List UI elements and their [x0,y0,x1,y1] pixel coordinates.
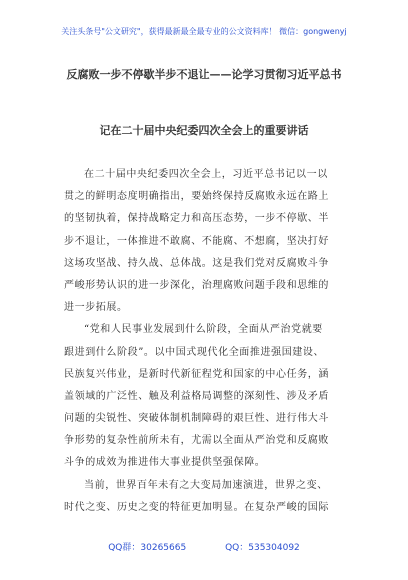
body-line: 斗争的成效为推进伟大事业提供坚强保障。 [64,457,266,469]
article-body [64,164,350,519]
body-line: 步不退让，一体推进不敢腐、不能腐、不想腐，坚决打好 [64,235,329,247]
body-line: 的坚韧执着，保持战略定力和高压态势，一步不停歇、半 [64,213,329,225]
body-line: 跟进到什么阶段”。以中国式现代化全面推进强国建设、 [64,346,325,358]
article-title: 反腐败一步不停歇半步不退让——论学习贯彻习近平总书 [66,68,342,81]
body-line: 贯之的鲜明态度明确指出，要始终保持反腐败永远在路上 [64,191,329,203]
body-line: 严峻形势认识的进一步深化，治理腐败问题手段和思维的 [64,279,329,291]
body-line: 在二十届中央纪委四次全会上，习近平总书记以一以 [84,169,328,180]
body-line: 这场攻坚战、持久战、总体战。这是我们党对反腐败斗争 [64,257,329,269]
body-line: 问题的尖锐性、突破体制机制障碍的艰巨性、进行伟大斗 [64,413,329,425]
qq-number: QQ：535304092 [225,543,300,553]
body-line: 民族复兴伟业，是新时代新征程党和国家的中心任务，涵 [64,368,329,380]
promo-header: 关注头条号"公文研究"，获得最新最全最专业的公文资料库！ 微信：gongwenyj [61,27,347,36]
body-line: 进一步拓展。 [64,302,128,314]
body-line: “党和人民事业发展到什么阶段，全面从严治党就要 [84,324,323,336]
body-line: 争形势的复杂性前所未有，尤需以全面从严治党和反腐败 [64,435,329,447]
body-line: 时代之变、历史之变的特征更加明显。在复杂严峻的国际 [64,501,329,513]
qq-group: QQ群：30265665 [108,543,187,553]
article-subtitle: 记在二十届中央纪委四次全会上的重要讲话 [99,124,309,137]
contact-footer [0,540,408,553]
body-line: 当前，世界百年未有之大变局加速演进，世界之变、 [84,479,328,491]
body-line: 盖领域的广泛性、触及利益格局调整的深刻性、涉及矛盾 [64,390,329,402]
